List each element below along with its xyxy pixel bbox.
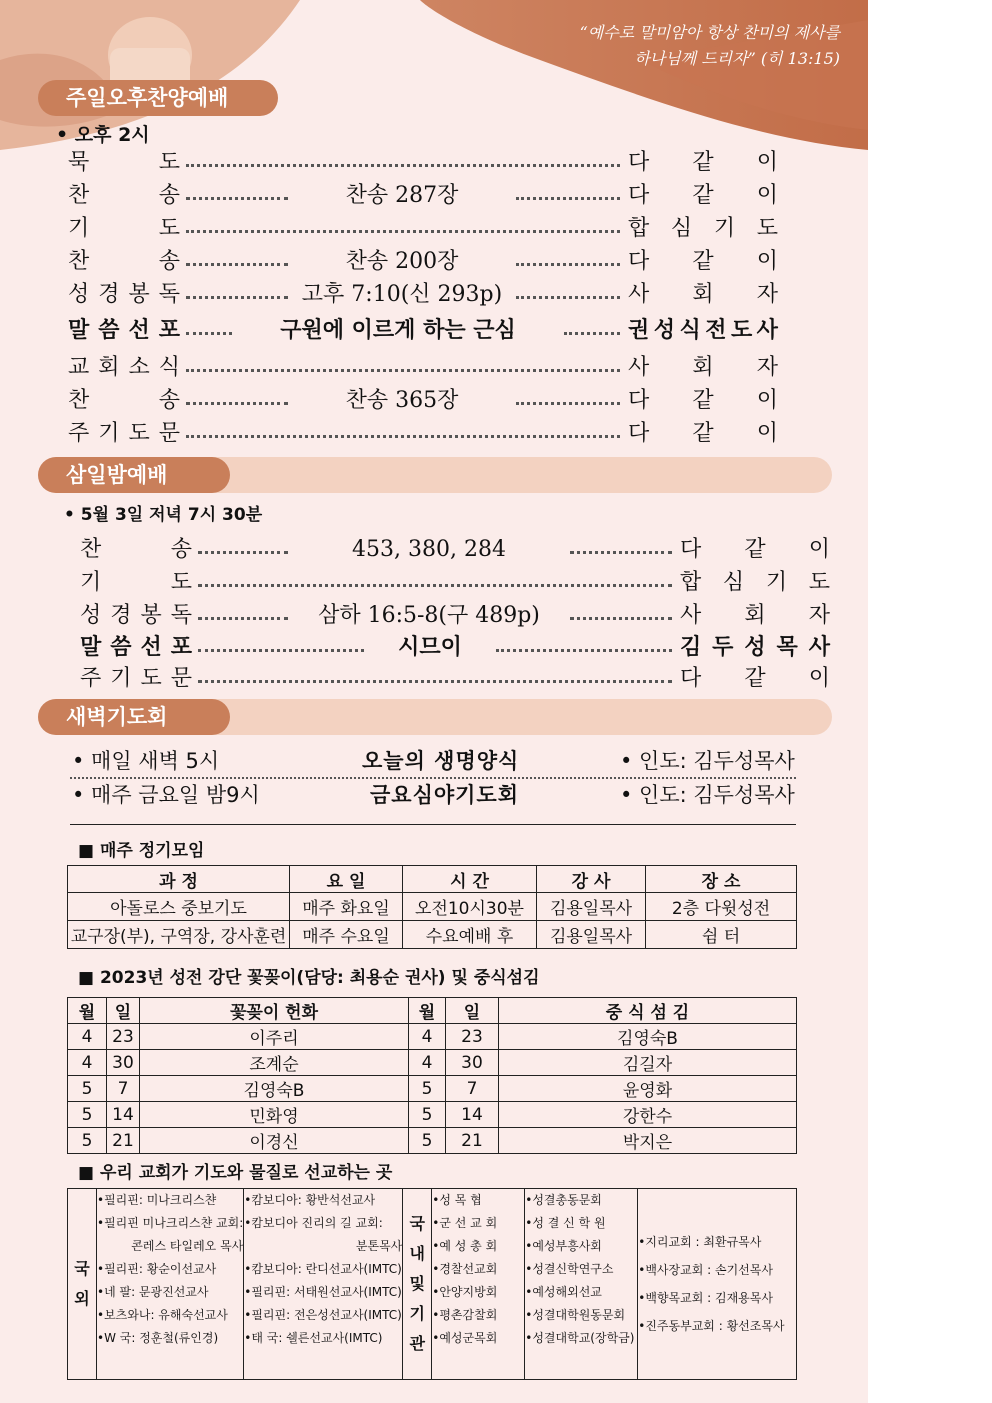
order-label: 기 도 — [68, 216, 180, 241]
table-cell: 5 — [409, 1128, 446, 1154]
mission-item: •예 성 총 회 — [432, 1239, 498, 1253]
order-row — [68, 247, 788, 277]
meetings-title: ■ 매주 정기모임 — [78, 841, 205, 861]
table-cell: 김용일목사 — [537, 893, 646, 921]
mission-item: •보츠와나: 유해숙선교사 — [97, 1308, 228, 1322]
leader-dots — [186, 230, 620, 233]
table-row — [68, 1128, 797, 1154]
table-cell: 14 — [446, 1102, 499, 1128]
order-person: 합 심 기 도 — [628, 216, 778, 241]
order-content: 찬송 287장 — [345, 183, 459, 208]
table-cell: 김영숙B — [499, 1024, 797, 1050]
table-cell: 강한수 — [499, 1102, 797, 1128]
flowers-title: ■ 2023년 성전 강단 꽃꽂이(담당: 최용순 권사) 및 중식섬김 — [78, 968, 540, 988]
order-label: 말 씀 선 포 — [68, 318, 180, 343]
table-cell: 김길자 — [499, 1050, 797, 1076]
order-content: 삼하 16:5-8(구 489p) — [318, 603, 540, 628]
table-cell: 김영숙B — [140, 1076, 409, 1102]
table-cell: 이주리 — [140, 1024, 409, 1050]
table-cell: 박지은 — [499, 1128, 797, 1154]
dawn-divider — [70, 777, 796, 779]
leader-dots — [564, 332, 620, 335]
order-content: 시므이 — [398, 635, 462, 660]
order-person: 사 회 자 — [628, 282, 778, 307]
table-cell: 윤영화 — [499, 1076, 797, 1102]
order-person: 합 심 기 도 — [680, 570, 830, 595]
wednesday-time: • 5월 3일 저녁 7시 30분 — [64, 505, 263, 525]
order-label: 찬 송 — [80, 537, 192, 562]
order-person: 다 같 이 — [628, 388, 778, 413]
order-row — [80, 535, 830, 565]
leader-dots — [198, 680, 672, 683]
flowers-table — [67, 997, 797, 1154]
leader-dots — [570, 617, 672, 620]
mission-item: •필리핀: 전은성선교사(IMTC) — [244, 1308, 402, 1322]
table-cell: 5 — [68, 1128, 107, 1154]
order-row — [68, 419, 788, 449]
dawn-row-2-name: 금요심야기도회 — [370, 783, 520, 807]
flowers-header: 월 — [409, 998, 446, 1024]
dawn-row-2-leader: • 인도: 김두성목사 — [620, 783, 795, 807]
mission-item: •진주동부교회 : 황선조목사 — [638, 1319, 785, 1333]
order-person: 다 같 이 — [628, 249, 778, 274]
leader-dots — [570, 551, 672, 554]
table-cell: 14 — [107, 1102, 140, 1128]
table-cell: 이경신 — [140, 1128, 409, 1154]
order-label: 묵 도 — [68, 150, 180, 175]
missions-title: ■ 우리 교회가 기도와 물질로 선교하는 곳 — [78, 1163, 393, 1183]
table-cell: 5 — [68, 1102, 107, 1128]
leader-dots — [516, 263, 620, 266]
order-row — [68, 316, 788, 346]
table-cell: 4 — [409, 1050, 446, 1076]
section-divider — [70, 824, 796, 825]
order-person: 다 같 이 — [628, 421, 778, 446]
table-cell: 매주 화요일 — [290, 893, 403, 921]
table-row — [68, 1050, 797, 1076]
order-label: 찬 송 — [68, 388, 180, 413]
leader-dots — [186, 263, 288, 266]
leader-dots — [198, 617, 288, 620]
flowers-header: 중 식 섬 김 — [499, 998, 797, 1024]
table-cell: 아돌로스 중보기도 — [68, 893, 290, 921]
domestic-label: 국 내 및 기 관 — [403, 1189, 432, 1380]
mission-item: •성 결 신 학 원 — [525, 1216, 606, 1230]
verse-line-1: “예수로 말미암아 항상 찬미의 제사를 — [579, 23, 840, 42]
leader-dots — [186, 369, 620, 372]
mission-item: •성결신학연구소 — [525, 1262, 614, 1276]
dawn-row-1-leader: • 인도: 김두성목사 — [620, 749, 795, 773]
meetings-header: 시 간 — [403, 866, 537, 893]
leader-dots — [198, 584, 672, 587]
order-person: 다 같 이 — [628, 150, 778, 175]
order-label: 주 기 도 문 — [68, 421, 180, 446]
verse-quote — [500, 20, 840, 72]
order-content: 찬송 200장 — [345, 249, 459, 274]
meetings-header: 장 소 — [646, 866, 797, 893]
leader-dots — [186, 197, 288, 200]
mission-item: •필리핀 미나크리스챤 교회: — [97, 1216, 244, 1230]
dawn-section-title: 새벽기도회 — [38, 699, 230, 735]
overseas-column-2 — [244, 1189, 403, 1380]
table-cell: 조계순 — [140, 1050, 409, 1076]
meetings-header: 요 일 — [290, 866, 403, 893]
order-person: 사 회 자 — [628, 355, 778, 380]
order-person: 다 같 이 — [680, 666, 830, 691]
order-label: 찬 송 — [68, 183, 180, 208]
order-row — [68, 280, 788, 310]
mission-item: •군 선 교 회 — [432, 1216, 498, 1230]
leader-dots — [186, 332, 232, 335]
mission-item: •백향목교회 : 김재용목사 — [638, 1291, 773, 1305]
meetings-table — [67, 865, 797, 949]
table-cell: 수요예배 후 — [403, 921, 537, 949]
table-cell: 23 — [446, 1024, 499, 1050]
meetings-header-row — [68, 866, 797, 893]
table-cell: 21 — [107, 1128, 140, 1154]
leader-dots — [186, 435, 620, 438]
order-person: 사 회 자 — [680, 603, 830, 628]
table-cell: 민화영 — [140, 1102, 409, 1128]
mission-item: •평촌감찰회 — [432, 1308, 498, 1322]
leader-dots — [198, 551, 288, 554]
table-cell: 7 — [107, 1076, 140, 1102]
order-row — [80, 633, 830, 663]
flowers-header: 일 — [107, 998, 140, 1024]
flowers-header-row — [68, 998, 797, 1024]
verse-line-2: 하나님께 드리자” (히 13:15) — [634, 49, 840, 68]
order-row — [68, 353, 788, 383]
mission-item: •캄보디아: 란디선교사(IMTC) — [244, 1262, 402, 1276]
mission-item: •성결대학원동문회 — [525, 1308, 626, 1322]
table-cell: 30 — [107, 1050, 140, 1076]
leader-dots — [516, 402, 620, 405]
order-person: 권 성 식 전 도 사 — [628, 318, 778, 343]
order-content: 구원에 이르게 하는 근심 — [280, 318, 516, 343]
flowers-header: 꽃꽂이 헌화 — [140, 998, 409, 1024]
overseas-column-1 — [97, 1189, 244, 1380]
mission-item: •예성해외선교 — [525, 1285, 602, 1299]
mission-item: •필리핀: 미나크리스챤 — [97, 1193, 217, 1207]
table-cell: 4 — [68, 1050, 107, 1076]
order-row — [68, 214, 788, 244]
order-row — [68, 148, 788, 178]
mission-item: •캄보디아: 황반석선교사 — [244, 1193, 376, 1207]
leader-dots — [186, 296, 288, 299]
mission-item: •필리핀: 황순이선교사 — [97, 1262, 217, 1276]
table-row — [68, 1076, 797, 1102]
table-row — [68, 921, 797, 949]
table-cell: 2층 다윗성전 — [646, 893, 797, 921]
domestic-column-2 — [525, 1189, 638, 1380]
order-label: 기 도 — [80, 570, 192, 595]
church-column — [638, 1189, 797, 1380]
table-cell: 매주 수요일 — [290, 921, 403, 949]
table-cell: 교구장(부), 구역장, 강사훈련 — [68, 921, 290, 949]
sunday-section-title: 주일오후찬양예배 — [38, 80, 278, 116]
leader-dots — [198, 649, 364, 652]
order-person: 다 같 이 — [628, 183, 778, 208]
table-cell: 7 — [446, 1076, 499, 1102]
order-label: 성 경 봉 독 — [68, 282, 180, 307]
mission-item: •예성부흥사회 — [525, 1239, 602, 1253]
mission-item: •성 목 협 — [432, 1193, 482, 1207]
table-cell: 21 — [446, 1128, 499, 1154]
table-cell: 쉼 터 — [646, 921, 797, 949]
table-row — [68, 1102, 797, 1128]
order-label: 교 회 소 식 — [68, 355, 180, 380]
leader-dots — [516, 197, 620, 200]
order-person: 김 두 성 목 사 — [680, 635, 830, 660]
flowers-header: 월 — [68, 998, 107, 1024]
table-cell: 김용일목사 — [537, 921, 646, 949]
order-row — [80, 601, 830, 631]
table-cell: 5 — [409, 1076, 446, 1102]
order-row — [68, 386, 788, 416]
table-cell: 30 — [446, 1050, 499, 1076]
order-row — [68, 181, 788, 211]
mission-item: •태 국: 쉘른선교사(IMTC) — [244, 1331, 383, 1345]
table-row — [68, 893, 797, 921]
leader-dots — [186, 402, 288, 405]
leader-dots — [516, 296, 620, 299]
mission-item: •네 팔: 문광진선교사 — [97, 1285, 209, 1299]
order-content: 고후 7:10(신 293p) — [301, 282, 503, 307]
mission-item: •W 국: 정훈철(류인경) — [97, 1331, 219, 1345]
mission-item: •백사장교회 : 손기선목사 — [638, 1263, 773, 1277]
leader-dots — [186, 164, 620, 167]
mission-item: •필리핀: 서태원선교사(IMTC) — [244, 1285, 402, 1299]
order-label: 찬 송 — [68, 249, 180, 274]
domestic-column-1 — [432, 1189, 525, 1380]
order-label: 성 경 봉 독 — [80, 603, 192, 628]
order-row — [80, 568, 830, 598]
mission-item: 분톤목사 — [355, 1239, 403, 1253]
overseas-label: 국 외 — [68, 1189, 97, 1380]
table-cell: 4 — [68, 1024, 107, 1050]
meetings-header: 강 사 — [537, 866, 646, 893]
order-row — [80, 664, 830, 694]
mission-item: •캄보디아 진리의 길 교회: — [244, 1216, 383, 1230]
table-cell: 5 — [409, 1102, 446, 1128]
mission-item: •성결대학교(장학금) — [525, 1331, 635, 1345]
table-cell: 23 — [107, 1024, 140, 1050]
mission-item: •예성군목회 — [432, 1331, 498, 1345]
order-content: 453, 380, 284 — [352, 537, 506, 562]
order-person: 다 같 이 — [680, 537, 830, 562]
sunday-time: • 오후 2시 — [56, 124, 150, 146]
dawn-row-1-schedule: • 매일 새벽 5시 — [72, 749, 220, 773]
table-row — [68, 1024, 797, 1050]
dawn-row-1-name: 오늘의 생명양식 — [362, 749, 520, 773]
mission-item: 콘레스 타일레오 목사 — [131, 1239, 244, 1253]
meetings-header: 과 정 — [68, 866, 290, 893]
mission-item: •성결총동문회 — [525, 1193, 602, 1207]
leader-dots — [496, 649, 672, 652]
table-cell: 5 — [68, 1076, 107, 1102]
order-label: 주 기 도 문 — [80, 666, 192, 691]
dawn-row-2-schedule: • 매주 금요일 밤9시 — [72, 783, 260, 807]
table-cell: 4 — [409, 1024, 446, 1050]
order-content: 찬송 365장 — [345, 388, 459, 413]
flowers-header: 일 — [446, 998, 499, 1024]
order-label: 말 씀 선 포 — [80, 635, 192, 660]
missions-table — [67, 1188, 797, 1380]
mission-item: •경찰선교회 — [432, 1262, 498, 1276]
table-cell: 오전10시30분 — [403, 893, 537, 921]
mission-item: •지리교회 : 최환규목사 — [638, 1235, 762, 1249]
wednesday-section-title: 삼일밤예배 — [38, 457, 230, 493]
mission-item: •안양지방회 — [432, 1285, 498, 1299]
